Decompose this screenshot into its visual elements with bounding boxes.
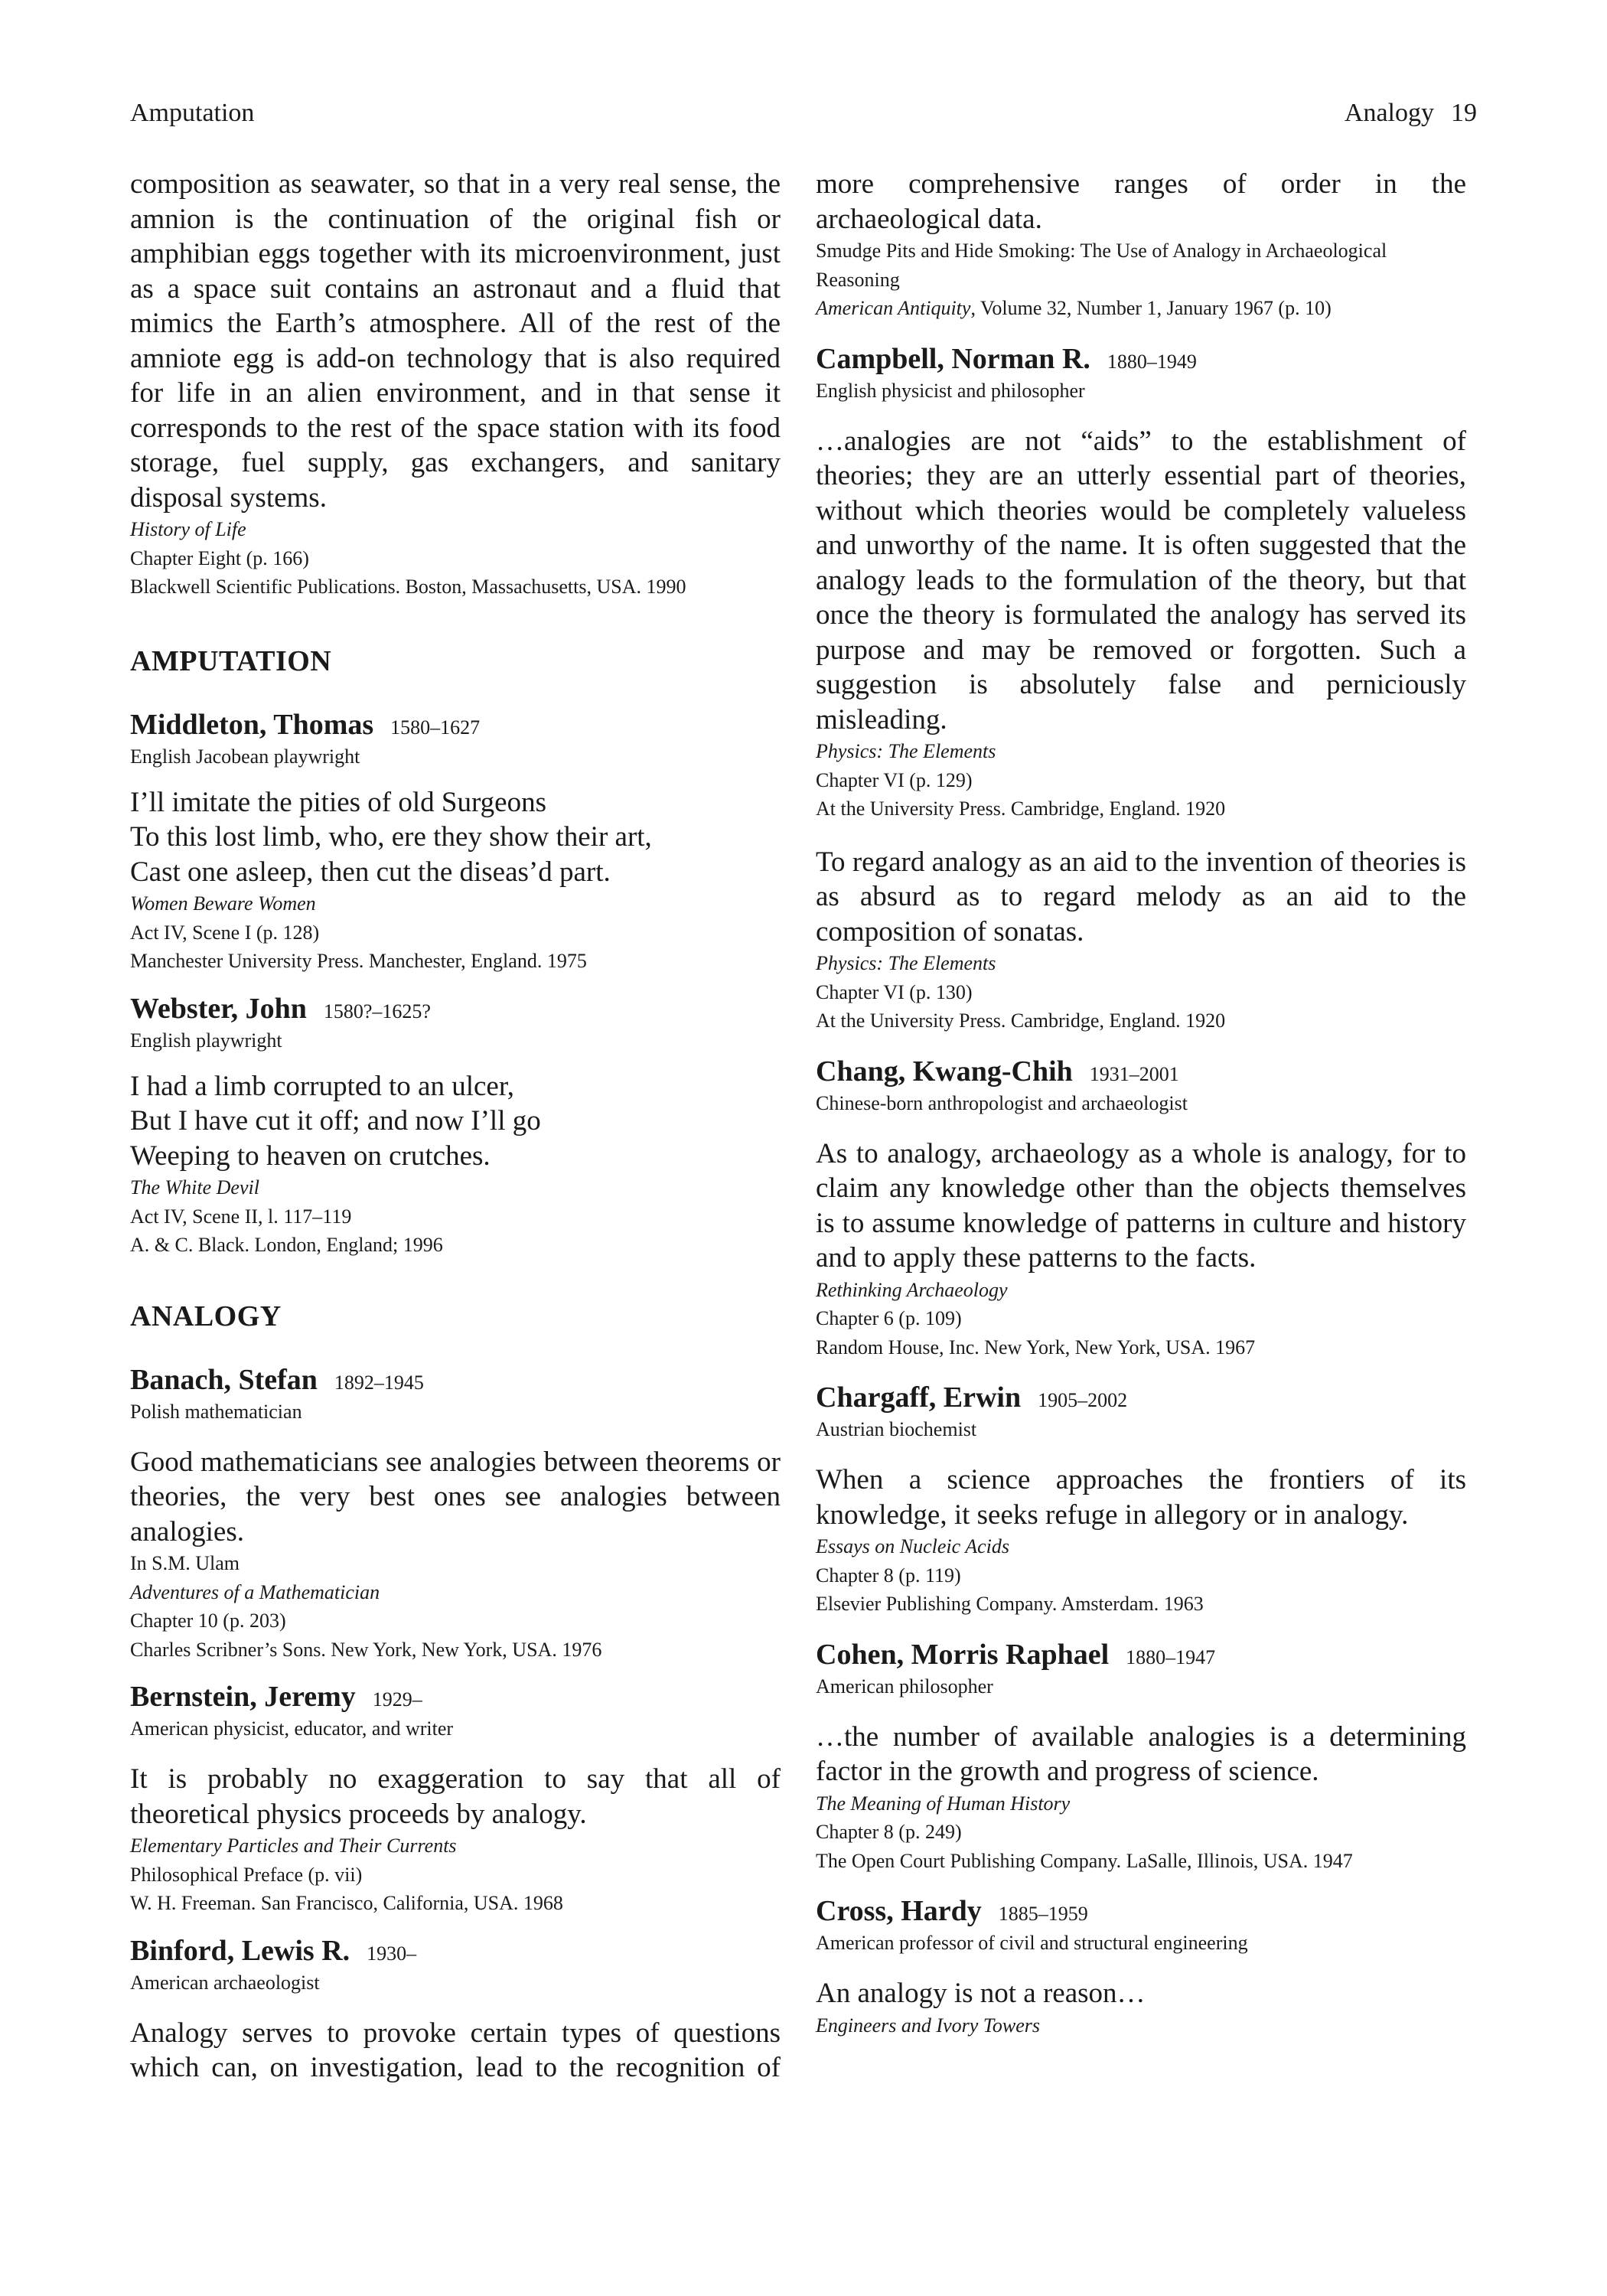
running-head: [130, 98, 1477, 136]
author-block: [130, 993, 781, 1054]
author-name: Binford, Lewis R.: [130, 1934, 350, 1967]
source-title: The Meaning of Human History: [816, 1792, 1071, 1815]
quote-text: When a science approaches the frontiers of its knowledge, it seeks refuge in allegory or in analogy.: [816, 1464, 1466, 1531]
source-publisher: Blackwell Scientific Publications. Boston, Massachusetts, USA. 1990: [130, 576, 686, 598]
author-block: [130, 1935, 781, 1996]
author-description: Polish mathematician: [130, 1400, 302, 1423]
source-title: Smudge Pits and Hide Smoking: The Use of Analogy in Archaeological Reasoning: [816, 240, 1387, 291]
quote-text: more comprehensive ranges of order in the archaeological data.: [816, 168, 1466, 235]
author-dates: 1930–: [367, 1942, 417, 1965]
author-block: [816, 1639, 1466, 1700]
source-title: Women Beware Women: [130, 892, 316, 915]
source-chapter: Chapter 6 (p. 109): [816, 1307, 962, 1329]
entry-continuation: [130, 167, 781, 602]
author-name: Campbell, Norman R.: [816, 342, 1090, 375]
author-name: Middleton, Thomas: [130, 708, 374, 741]
author-name: Chargaff, Erwin: [816, 1381, 1022, 1414]
quote-text: …the number of available analogies is a determining factor in the growth and progress of science.: [816, 1720, 1466, 1787]
entry-webster: [130, 993, 781, 1260]
author-dates: 1885–1959: [998, 1903, 1088, 1925]
source-chapter: Act IV, Scene I (p. 128): [130, 921, 320, 944]
source-title: Physics: The Elements: [816, 952, 996, 974]
entry-bernstein: [130, 1681, 781, 1918]
author-name: Banach, Stefan: [130, 1363, 318, 1396]
verse-line: I’ll imitate the pities of old Surgeons: [130, 786, 546, 818]
quote-text: Analogy serves to provoke certain types of questions which can, on investigation, lead to the recognition of: [130, 2017, 781, 2083]
source-title: The White Devil: [130, 1176, 259, 1199]
verse-line: To this lost limb, who, ere they show their art,: [130, 821, 652, 853]
entry-chang: [816, 1055, 1466, 1362]
verse-line: Cast one asleep, then cut the diseas’d part.: [130, 856, 611, 888]
verse-line: I had a limb corrupted to an ulcer,: [130, 1070, 514, 1102]
author-name: Chang, Kwang-Chih: [816, 1055, 1073, 1088]
author-block: [816, 1055, 1466, 1117]
author-block: [816, 343, 1466, 404]
source-title: Elementary Particles and Their Currents: [130, 1835, 457, 1857]
quote-text: [130, 785, 781, 890]
quote-text: An analogy is not a reason…: [816, 1978, 1146, 2009]
entry-binford: [130, 1935, 781, 2086]
left-column: [130, 167, 781, 2086]
source-publisher: At the University Press. Cambridge, England. 1920: [816, 1009, 1226, 1032]
source-chapter: Chapter VI (p. 130): [816, 980, 973, 1003]
quote-text: Good mathematicians see analogies between theorems or theories, the very best ones see analogies between analogies.: [130, 1446, 781, 1548]
source-details: , Volume 32, Number 1, January 1967 (p. 10): [970, 297, 1332, 319]
source-title: Essays on Nucleic Acids: [816, 1535, 1009, 1557]
entry-cross: [816, 1895, 1466, 2040]
section-heading-amputation: AMPUTATION: [130, 644, 332, 677]
author-description: English Jacobean playwright: [130, 745, 360, 768]
source-chapter: Chapter 8 (p. 249): [816, 1821, 962, 1843]
author-block: [130, 1681, 781, 1742]
source-title: History of Life: [130, 518, 246, 540]
source-chapter: Act IV, Scene II, l. 117–119: [130, 1205, 352, 1228]
entry-binford-continued: [816, 167, 1466, 323]
source-publisher: The Open Court Publishing Company. LaSalle, Illinois, USA. 1947: [816, 1849, 1353, 1872]
quote-text: [130, 1069, 781, 1174]
author-dates: 1931–2001: [1089, 1062, 1179, 1085]
author-description: American philosopher: [816, 1675, 993, 1698]
author-description: American archaeologist: [130, 1971, 320, 1994]
source-publisher: Elsevier Publishing Company. Amsterdam. 1963: [816, 1593, 1204, 1615]
author-name: Bernstein, Jeremy: [130, 1681, 356, 1713]
source-publisher: W. H. Freeman. San Francisco, California, USA. 1968: [130, 1892, 563, 1914]
author-dates: 1905–2002: [1038, 1389, 1128, 1411]
page-number: 19: [1451, 99, 1477, 127]
author-dates: 1580?–1625?: [323, 1000, 431, 1022]
source-title: Adventures of a Mathematician: [130, 1580, 380, 1603]
running-head-left: Amputation: [130, 99, 255, 127]
author-description: English playwright: [130, 1029, 282, 1052]
source-journal-line: [816, 294, 1466, 323]
source-title: Engineers and Ivory Towers: [816, 2014, 1040, 2037]
right-column: [816, 167, 1466, 2040]
running-head-right: [1345, 98, 1477, 129]
quote-text: …analogies are not “aids” to the establishment of theories; they are an utterly essential part of theories, without which theories would be completely valueless and unworthy of the name. It is often suggested that the analogy leads to the formulation of the theory, but that once the theory is formulated the analogy has served its purpose and may be removed or forgotten. Such a suggestion is absolutely false and perniciously misleading.: [816, 425, 1466, 735]
author-block: [130, 1364, 781, 1425]
author-block: [816, 1381, 1466, 1443]
source-chapter: Chapter 10 (p. 203): [130, 1609, 286, 1632]
entry-campbell: [816, 343, 1466, 1035]
source-title: Physics: The Elements: [816, 740, 996, 762]
source-publisher: Random House, Inc. New York, New York, USA. 1967: [816, 1336, 1256, 1358]
author-dates: 1580–1627: [390, 716, 481, 739]
source-chapter: Chapter 8 (p. 119): [816, 1564, 961, 1587]
author-dates: 1880–1947: [1126, 1645, 1216, 1668]
source-publisher: Charles Scribner’s Sons. New York, New York, USA. 1976: [130, 1638, 602, 1661]
entry-cohen: [816, 1639, 1466, 1876]
author-name: Cross, Hardy: [816, 1895, 982, 1927]
author-description: American professor of civil and structural engineering: [816, 1932, 1248, 1954]
source-chapter: Philosophical Preface (p. vii): [130, 1863, 363, 1886]
entry-chargaff: [816, 1381, 1466, 1619]
source-title: Rethinking Archaeology: [816, 1278, 1008, 1301]
author-description: Austrian biochemist: [816, 1418, 977, 1440]
author-dates: 1880–1949: [1107, 350, 1197, 373]
verse-line: But I have cut it off; and now I’ll go: [130, 1105, 541, 1137]
verse-line: Weeping to heaven on crutches.: [130, 1140, 491, 1172]
entry-banach: [130, 1364, 781, 1665]
author-description: Chinese-born anthropologist and archaeologist: [816, 1091, 1188, 1114]
quote-text: composition as seawater, so that in a very real sense, the amnion is the continuation of the original fish or amphibian eggs together with its microenvironment, just as a space suit contains an astronaut and a fluid that mimics the Earth’s atmosphere. All of the rest of the amniote egg is add-on technology that is also required for life in an alien environment, and in that sense it corresponds to the rest of the space station with its food storage, fuel supply, gas exchangers, and sanitary disposal systems.: [130, 168, 781, 514]
author-dates: 1929–: [372, 1688, 422, 1711]
source-journal: American Antiquity: [816, 297, 971, 319]
author-block: [816, 1895, 1466, 1956]
author-name: Webster, John: [130, 992, 307, 1025]
quote-text: As to analogy, archaeology as a whole is analogy, for to claim any knowledge other than the objects themselves is to assume knowledge of patterns in culture and history and to apply these patterns to the facts.: [816, 1137, 1466, 1274]
author-name: Cohen, Morris Raphael: [816, 1638, 1110, 1671]
quote-text: To regard analogy as an aid to the invention of theories is as absurd as to regard melody as an aid to the composition of sonatas.: [816, 846, 1466, 947]
source-publisher: Manchester University Press. Manchester, England. 1975: [130, 950, 587, 972]
source-chapter: Chapter Eight (p. 166): [130, 546, 309, 569]
section-heading-analogy: ANALOGY: [130, 1300, 282, 1332]
author-description: English physicist and philosopher: [816, 379, 1085, 402]
author-block: [130, 709, 781, 770]
author-dates: 1892–1945: [334, 1371, 424, 1394]
source-publisher: At the University Press. Cambridge, England. 1920: [816, 797, 1226, 820]
author-description: American physicist, educator, and writer: [130, 1717, 454, 1740]
source-publisher: A. & C. Black. London, England; 1996: [130, 1234, 443, 1256]
quote-text: It is probably no exaggeration to say that all of theoretical physics proceeds by analogy.: [130, 1763, 781, 1830]
source-intermediary: In S.M. Ulam: [130, 1552, 240, 1574]
entry-middleton: [130, 709, 781, 976]
running-head-topic: Analogy: [1344, 99, 1434, 127]
source-chapter: Chapter VI (p. 129): [816, 768, 973, 791]
